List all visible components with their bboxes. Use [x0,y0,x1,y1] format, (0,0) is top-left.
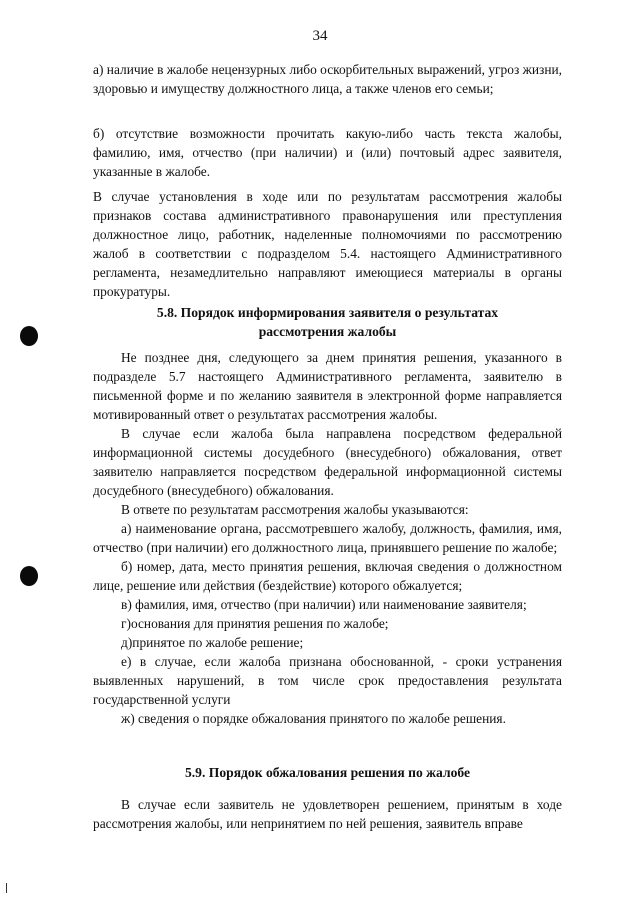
punch-hole-top [20,326,38,346]
punch-hole-bottom [20,566,38,586]
section-5-9-paragraph-1: В случае если заявитель не удовлетворен решением, принятым в ходе рассмотрения жалобы, или непринятием по ней решения, заявитель вправе [93,797,562,831]
section-5-8-paragraph-2: В случае если жалоба была направлена посредством федеральной информационной системы досудебного (внесудебного) обжалования, ответ заявителю направляется посредством федеральной информационной системы досудебного (внесудебного) обжалования. [93,426,562,498]
list-item-a: а) наименование органа, рассмотревшего жалобу, должность, фамилия, имя, отчество (при наличии) его должностного лица, принявшего решение по жалобе; [93,521,562,555]
section-5-8-heading-line2: рассмотрения жалобы [258,324,397,339]
margin-mark [6,883,7,893]
section-5-8-paragraph-3: В ответе по результатам рассмотрения жалобы указываются: [121,502,469,517]
page-number: 34 [312,28,328,44]
list-item-b: б) номер, дата, место принятия решения, включая сведения о должностном лице, решение или действия (бездействие) которого обжалуется; [93,559,562,593]
paragraph-b: б) отсутствие возможности прочитать какую-либо часть текста жалобы, фамилию, имя, отчество (при наличии) и (или) почтовый адрес заявителя, указанные в жалобе. [93,126,562,179]
section-5-9-heading: 5.9. Порядок обжалования решения по жалобе [184,765,471,780]
list-item-g: г)основания для принятия решения по жалобе; [121,616,389,631]
section-5-8-heading [93,303,562,341]
list-item-v: в) фамилия, имя, отчество (при наличии) или наименование заявителя; [121,597,527,612]
list-item-zh: ж) сведения о порядке обжалования принятого по жалобе решения. [121,711,506,726]
paragraph-a: а) наличие в жалобе нецензурных либо оскорбительных выражений, угроз жизни, здоровью и имуществу должностного лица, а также членов его семьи; [93,62,562,96]
list-item-d: д)принятое по жалобе решение; [121,635,304,650]
list-item-e: е) в случае, если жалоба признана обоснованной, - сроки устранения выявленных нарушений, в том числе срок предоставления результата государственной услуги [93,654,562,707]
section-5-8-body [93,348,562,728]
section-5-8-paragraph-1: Не позднее дня, следующего за днем принятия решения, указанного в подразделе 5.7 настоящего Административного регламента, заявителю в письменной форме и по желанию заявителя в электронной форме направляется мотивированный ответ о результатах рассмотрения жалобы. [93,350,562,422]
section-5-8-heading-line1: 5.8. Порядок информирования заявителя о результатах [156,305,499,320]
section-5-9-body [93,795,562,833]
paragraph-prosecutor: В случае установления в ходе или по результатам рассмотрения жалобы признаков состава административного правонарушения или преступления должностное лицо, работник, наделенные полномочиями по рассмотрению жалоб в соответствии с подразделом 5.4. настоящего Административного регламента, незамедлительно направляют имеющиеся материалы в органы прокуратуры. [93,189,562,299]
